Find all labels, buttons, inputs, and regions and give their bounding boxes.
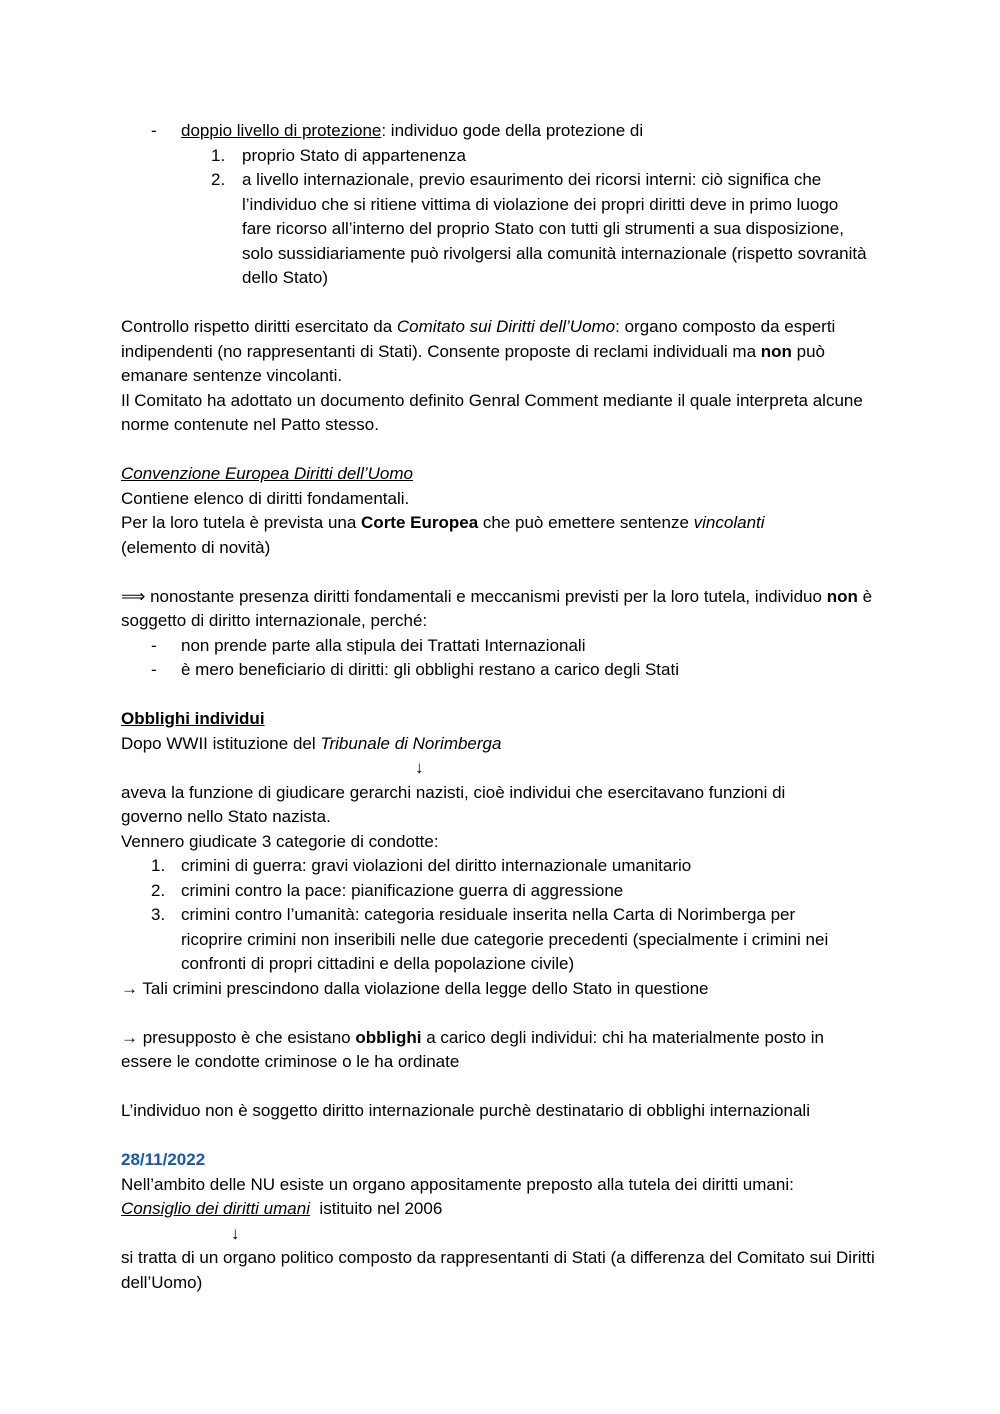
bold-text: obblighi [355,1027,422,1047]
text: a carico degli individui: chi ha materialmente posto in essere le condotte criminose o le ha ordinate [121,1027,825,1071]
italic-text: Comitato sui Diritti dell’Uomo [396,317,616,336]
text: può emanare sentenze vincolanti. [121,341,825,385]
bullet-item [121,658,901,683]
paragraph: Contiene elenco di diritti fondamentali. [121,488,410,508]
text: ⟹ nonostante presenza diritti fondamentali e meccanismi previsti per la loro tutela, individuo [121,586,827,606]
item-text: è mero beneficiario di diritti: gli obblighi restano a carico degli Stati [181,660,679,679]
text: : individuo gode della protezione di [381,121,644,140]
item-text: crimini di guerra: gravi violazioni del diritto internazionale umanitario [181,856,692,875]
italic-text: Tribunale di Norimberga [320,733,502,753]
text: che può emettere sentenze [478,513,694,532]
item-text: proprio Stato di appartenenza [242,145,466,165]
paragraph: si tratta di un organo politico composto da rappresentanti di Stati (a differenza del Comitato sui Diritti dell’Uomo) [121,1248,875,1292]
paragraph: Il Comitato ha adottato un documento definito Genral Comment mediante il quale interpreta alcune norme contenute nel Patto stesso. [121,390,863,434]
text: Dopo WWII istituzione del [121,733,321,753]
text: è soggetto di diritto internazionale, perché: [121,586,873,630]
text: : organo composto da esperti indipendenti (no rappresentanti di Stati). Consente proposte di reclami individuali ma [121,317,836,361]
paragraph: Nell’ambito delle NU esiste un organo appositamente preposto alla tutela dei diritti umani: [121,1174,794,1194]
item-text: crimini contro la pace: pianificazione guerra di aggressione [181,880,624,900]
dash-marker: - [151,635,157,655]
bold-text: non [826,586,858,606]
italic-underlined-text: Consiglio dei diritti umani [121,1199,310,1218]
bullet-item [121,634,901,659]
paragraph: Vennero giudicate 3 categorie di condotte: [121,831,439,851]
numbered-item [121,144,901,169]
date-heading: 28/11/2022 [121,1150,206,1169]
paragraph: → Tali crimini prescindono dalla violazione della legge dello Stato in questione [121,978,709,998]
section-heading: Obblighi individui [121,709,265,728]
paragraph [121,315,881,389]
text: Per la loro tutela è prevista una [121,513,362,532]
bullet-item [121,119,901,144]
paragraph [121,585,891,634]
text: → presupposto è che esistano [121,1027,356,1047]
italic-text: vincolanti [693,513,765,532]
item-number: 1. [151,856,166,875]
numbered-item [121,879,901,904]
document-body [121,119,901,1295]
bold-text: Corte Europea [361,513,479,532]
item-number: 2. [211,170,226,189]
item-number: 3. [151,905,166,924]
item-text: crimini contro l’umanità: categoria residuale inserita nella Carta di Norimberga per ricoprire crimini non inseribili nelle due categorie precedenti (specialmente i crimini nei confronti di propri cittadini e della popolazione civile) [181,905,829,973]
numbered-item [121,903,861,977]
paragraph [121,511,831,560]
bold-text: non [760,341,792,361]
paragraph [121,1026,871,1075]
text: istituito nel 2006 [309,1199,443,1218]
paragraph: aveva la funzione di giudicare gerarchi nazisti, cioè individui che esercitavano funzioni di governo nello Stato nazista. [121,782,786,826]
paragraph: L’individuo non è soggetto diritto internazionale purchè destinatario di obblighi internazionali [121,1101,810,1120]
item-text: non prende parte alla stipula dei Trattati Internazionali [181,635,586,655]
term-underlined: doppio livello di protezione [181,121,382,140]
down-arrow-icon: ↓ [231,1223,240,1243]
paragraph [121,732,901,757]
section-heading: Convenzione Europea Diritti dell’Uomo [121,464,413,483]
text: (elemento di novità) [121,537,271,557]
dash-marker: - [151,121,157,140]
paragraph [121,1197,901,1222]
arrow-line [121,1222,901,1247]
numbered-item [121,168,872,291]
item-number: 1. [211,145,226,165]
item-number: 2. [151,880,166,900]
numbered-item [121,854,901,879]
text: Controllo rispetto diritti esercitato da [121,317,397,336]
down-arrow-icon: ↓ [415,758,424,777]
arrow-line [121,756,901,781]
dash-marker: - [151,660,157,679]
item-text: a livello internazionale, previo esaurimento dei ricorsi interni: ciò significa che l’individuo che si ritiene vittima di violazione dei propri diritti deve in primo luogo fare ricorso all’interno del proprio Stato con tutti gli strumenti a sua disposizione, solo sussidiariamente può rivolgersi alla comunità internazionale (rispetto sovranità dello Stato) [242,170,867,287]
